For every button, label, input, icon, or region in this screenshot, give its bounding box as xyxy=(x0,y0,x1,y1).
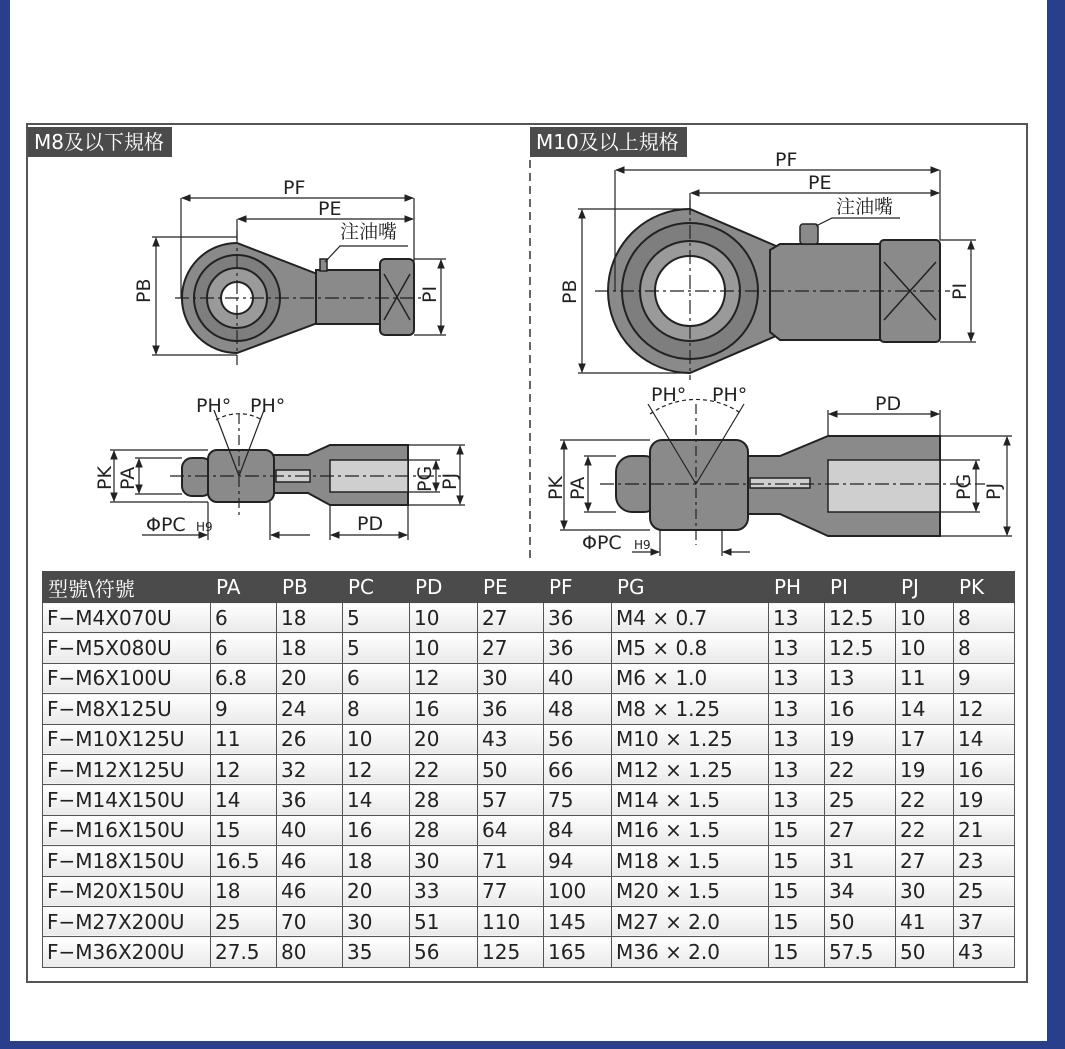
header-pc: PC xyxy=(343,572,410,603)
cell-model: F−M8X125U xyxy=(43,694,211,724)
cell-pf: 100 xyxy=(544,876,612,906)
cell-model: F−M20X150U xyxy=(43,876,211,906)
cell-pe: 71 xyxy=(478,846,544,876)
cell-pb: 26 xyxy=(277,724,343,754)
cell-model: F−M6X100U xyxy=(43,663,211,693)
cell-ph: 13 xyxy=(769,663,825,693)
cell-ph: 15 xyxy=(769,906,825,936)
large-top-view xyxy=(595,200,950,380)
header-pe: PE xyxy=(478,572,544,603)
cell-pg: M10 × 1.25 xyxy=(612,724,769,754)
cell-pj: 50 xyxy=(896,937,954,967)
cell-model: F−M14X150U xyxy=(43,785,211,815)
large-oil-nipple-label: 注油嘴 xyxy=(836,196,894,218)
table-row xyxy=(43,754,1015,784)
cell-pd: 28 xyxy=(410,785,478,815)
cell-pk: 25 xyxy=(954,876,1015,906)
large-pg-label: PG xyxy=(953,473,975,500)
cell-pc: 30 xyxy=(343,906,410,936)
small-top-view xyxy=(175,230,425,365)
table-row xyxy=(43,846,1015,876)
cell-pa: 16.5 xyxy=(211,846,277,876)
small-pg-label: PG xyxy=(414,465,436,492)
cell-pc: 6 xyxy=(343,663,410,693)
cell-pf: 66 xyxy=(544,754,612,784)
cell-pc: 18 xyxy=(343,846,410,876)
cell-pj: 17 xyxy=(896,724,954,754)
cell-pi: 19 xyxy=(825,724,896,754)
cell-pg: M8 × 1.25 xyxy=(612,694,769,724)
small-pa-label: PA xyxy=(117,466,139,490)
cell-pk: 19 xyxy=(954,785,1015,815)
cell-pd: 33 xyxy=(410,876,478,906)
large-pc-subscript: H9 xyxy=(634,538,651,552)
small-pc-subscript: H9 xyxy=(196,520,213,534)
small-pe-label: PE xyxy=(318,198,342,220)
cell-pg: M5 × 0.8 xyxy=(612,633,769,663)
cell-pk: 12 xyxy=(954,694,1015,724)
cell-pi: 22 xyxy=(825,754,896,784)
cell-pf: 40 xyxy=(544,663,612,693)
cell-pa: 15 xyxy=(211,815,277,845)
cell-pj: 11 xyxy=(896,663,954,693)
cell-pf: 94 xyxy=(544,846,612,876)
cell-pg: M36 × 2.0 xyxy=(612,937,769,967)
cell-model: F−M12X125U xyxy=(43,754,211,784)
cell-pj: 27 xyxy=(896,846,954,876)
cell-model: F−M16X150U xyxy=(43,815,211,845)
large-pd-label: PD xyxy=(875,393,902,415)
cell-pe: 27 xyxy=(478,603,544,633)
large-pf-label: PF xyxy=(775,149,798,171)
header-pf: PF xyxy=(544,572,612,603)
small-pb-label: PB xyxy=(133,278,155,303)
cell-pf: 165 xyxy=(544,937,612,967)
cell-pb: 18 xyxy=(277,633,343,663)
cell-pe: 125 xyxy=(478,937,544,967)
large-side-view xyxy=(600,399,985,545)
cell-pc: 20 xyxy=(343,876,410,906)
header-pj: PJ xyxy=(896,572,954,603)
cell-pk: 23 xyxy=(954,846,1015,876)
cell-pb: 46 xyxy=(277,846,343,876)
small-pk-label: PK xyxy=(94,466,116,490)
cell-pb: 80 xyxy=(277,937,343,967)
cell-pe: 57 xyxy=(478,785,544,815)
cell-pd: 16 xyxy=(410,694,478,724)
cell-pk: 9 xyxy=(954,663,1015,693)
cell-pk: 8 xyxy=(954,633,1015,663)
cell-ph: 13 xyxy=(769,754,825,784)
cell-pg: M14 × 1.5 xyxy=(612,785,769,815)
cell-pg: M12 × 1.25 xyxy=(612,754,769,784)
cell-pc: 16 xyxy=(343,815,410,845)
cell-pi: 34 xyxy=(825,876,896,906)
cell-pe: 36 xyxy=(478,694,544,724)
header-ph: PH xyxy=(769,572,825,603)
table-row xyxy=(43,876,1015,906)
cell-pb: 18 xyxy=(277,603,343,633)
cell-pe: 30 xyxy=(478,663,544,693)
cell-ph: 13 xyxy=(769,785,825,815)
cell-pd: 20 xyxy=(410,724,478,754)
table-row xyxy=(43,906,1015,936)
left-frame-bar xyxy=(0,0,10,1049)
cell-pi: 12.5 xyxy=(825,633,896,663)
table-row xyxy=(43,694,1015,724)
cell-pd: 12 xyxy=(410,663,478,693)
cell-pa: 9 xyxy=(211,694,277,724)
small-pi-label: PI xyxy=(419,285,441,303)
table-row xyxy=(43,815,1015,845)
cell-pd: 56 xyxy=(410,937,478,967)
cell-pk: 8 xyxy=(954,603,1015,633)
cell-pf: 145 xyxy=(544,906,612,936)
cell-pa: 11 xyxy=(211,724,277,754)
large-pj-label: PJ xyxy=(983,482,1005,500)
small-pj-label: PJ xyxy=(439,472,461,490)
cell-pa: 6.8 xyxy=(211,663,277,693)
cell-pe: 27 xyxy=(478,633,544,663)
cell-model: F−M5X080U xyxy=(43,633,211,663)
cell-pb: 70 xyxy=(277,906,343,936)
cell-pa: 14 xyxy=(211,785,277,815)
cell-pb: 40 xyxy=(277,815,343,845)
small-oil-nipple-label: 注油嘴 xyxy=(340,221,398,243)
table-header-row xyxy=(43,572,1015,603)
small-pc-label: ΦPC xyxy=(146,514,186,536)
header-pk: PK xyxy=(954,572,1015,603)
cell-pa: 6 xyxy=(211,603,277,633)
cell-pk: 21 xyxy=(954,815,1015,845)
cell-pf: 48 xyxy=(544,694,612,724)
small-ph-right-label: PH° xyxy=(250,395,286,417)
header-pa: PA xyxy=(211,572,277,603)
cell-pi: 50 xyxy=(825,906,896,936)
cell-ph: 15 xyxy=(769,846,825,876)
table-row xyxy=(43,663,1015,693)
cell-pi: 16 xyxy=(825,694,896,724)
cell-pf: 75 xyxy=(544,785,612,815)
cell-pj: 10 xyxy=(896,633,954,663)
large-pe-label: PE xyxy=(808,172,832,194)
table-row xyxy=(43,937,1015,967)
cell-pa: 12 xyxy=(211,754,277,784)
large-pa-label: PA xyxy=(567,476,589,500)
large-ph-left-label: PH° xyxy=(651,384,687,406)
cell-pf: 36 xyxy=(544,603,612,633)
cell-ph: 13 xyxy=(769,724,825,754)
cell-ph: 15 xyxy=(769,937,825,967)
cell-pj: 10 xyxy=(896,603,954,633)
cell-pe: 77 xyxy=(478,876,544,906)
cell-ph: 13 xyxy=(769,694,825,724)
bottom-frame-bar xyxy=(0,1041,1065,1049)
cell-pb: 46 xyxy=(277,876,343,906)
cell-model: F−M10X125U xyxy=(43,724,211,754)
large-ph-right-label: PH° xyxy=(712,384,748,406)
table-row xyxy=(43,633,1015,663)
header-pg: PG xyxy=(612,572,769,603)
cell-model: F−M36X200U xyxy=(43,937,211,967)
cell-pa: 25 xyxy=(211,906,277,936)
cell-pb: 36 xyxy=(277,785,343,815)
cell-pa: 18 xyxy=(211,876,277,906)
small-side-view xyxy=(170,410,450,515)
cell-pk: 16 xyxy=(954,754,1015,784)
cell-pj: 22 xyxy=(896,785,954,815)
cell-pj: 30 xyxy=(896,876,954,906)
table-row xyxy=(43,785,1015,815)
header-model: 型號\符號 xyxy=(43,572,211,603)
cell-pi: 31 xyxy=(825,846,896,876)
cell-pk: 37 xyxy=(954,906,1015,936)
cell-pd: 22 xyxy=(410,754,478,784)
header-pd: PD xyxy=(410,572,478,603)
table-row xyxy=(43,724,1015,754)
cell-pf: 84 xyxy=(544,815,612,845)
small-ph-left-label: PH° xyxy=(196,395,232,417)
cell-pe: 110 xyxy=(478,906,544,936)
right-frame-bar xyxy=(1047,0,1065,1049)
cell-pa: 27.5 xyxy=(211,937,277,967)
cell-pd: 51 xyxy=(410,906,478,936)
header-pi: PI xyxy=(825,572,896,603)
cell-pc: 5 xyxy=(343,603,410,633)
cell-pe: 43 xyxy=(478,724,544,754)
cell-pa: 6 xyxy=(211,633,277,663)
cell-pf: 36 xyxy=(544,633,612,663)
cell-pj: 19 xyxy=(896,754,954,784)
cell-ph: 15 xyxy=(769,815,825,845)
cell-pj: 14 xyxy=(896,694,954,724)
small-pf-label: PF xyxy=(283,177,306,199)
cell-pg: M20 × 1.5 xyxy=(612,876,769,906)
cell-pi: 27 xyxy=(825,815,896,845)
rod-end-drawing xyxy=(28,125,1028,565)
cell-pg: M18 × 1.5 xyxy=(612,846,769,876)
cell-pg: M4 × 0.7 xyxy=(612,603,769,633)
cell-pc: 35 xyxy=(343,937,410,967)
table-row xyxy=(43,603,1015,633)
large-size-header: M10及以上規格 xyxy=(530,127,687,157)
small-size-header: M8及以下規格 xyxy=(28,127,172,157)
cell-ph: 13 xyxy=(769,633,825,663)
cell-model: F−M18X150U xyxy=(43,846,211,876)
cell-pb: 20 xyxy=(277,663,343,693)
cell-pj: 41 xyxy=(896,906,954,936)
cell-pd: 10 xyxy=(410,633,478,663)
cell-pe: 50 xyxy=(478,754,544,784)
cell-pg: M6 × 1.0 xyxy=(612,663,769,693)
large-pb-label: PB xyxy=(559,279,581,304)
cell-pg: M27 × 2.0 xyxy=(612,906,769,936)
cell-pe: 64 xyxy=(478,815,544,845)
cell-pi: 12.5 xyxy=(825,603,896,633)
cell-pc: 8 xyxy=(343,694,410,724)
cell-pi: 25 xyxy=(825,785,896,815)
cell-pd: 10 xyxy=(410,603,478,633)
header-pb: PB xyxy=(277,572,343,603)
cell-model: F−M4X070U xyxy=(43,603,211,633)
spec-table xyxy=(42,571,1015,968)
cell-pc: 5 xyxy=(343,633,410,663)
cell-pg: M16 × 1.5 xyxy=(612,815,769,845)
cell-pk: 14 xyxy=(954,724,1015,754)
cell-pb: 24 xyxy=(277,694,343,724)
cell-ph: 15 xyxy=(769,876,825,906)
cell-pj: 22 xyxy=(896,815,954,845)
cell-pc: 10 xyxy=(343,724,410,754)
large-pk-label: PK xyxy=(545,476,567,500)
cell-pb: 32 xyxy=(277,754,343,784)
cell-model: F−M27X200U xyxy=(43,906,211,936)
large-pi-label: PI xyxy=(949,282,971,300)
cell-pk: 43 xyxy=(954,937,1015,967)
cell-pi: 13 xyxy=(825,663,896,693)
cell-pd: 30 xyxy=(410,846,478,876)
cell-pd: 28 xyxy=(410,815,478,845)
small-pd-label: PD xyxy=(357,513,384,535)
cell-pi: 57.5 xyxy=(825,937,896,967)
cell-pc: 12 xyxy=(343,754,410,784)
cell-pf: 56 xyxy=(544,724,612,754)
cell-pc: 14 xyxy=(343,785,410,815)
cell-ph: 13 xyxy=(769,603,825,633)
large-pc-label: ΦPC xyxy=(582,532,622,554)
